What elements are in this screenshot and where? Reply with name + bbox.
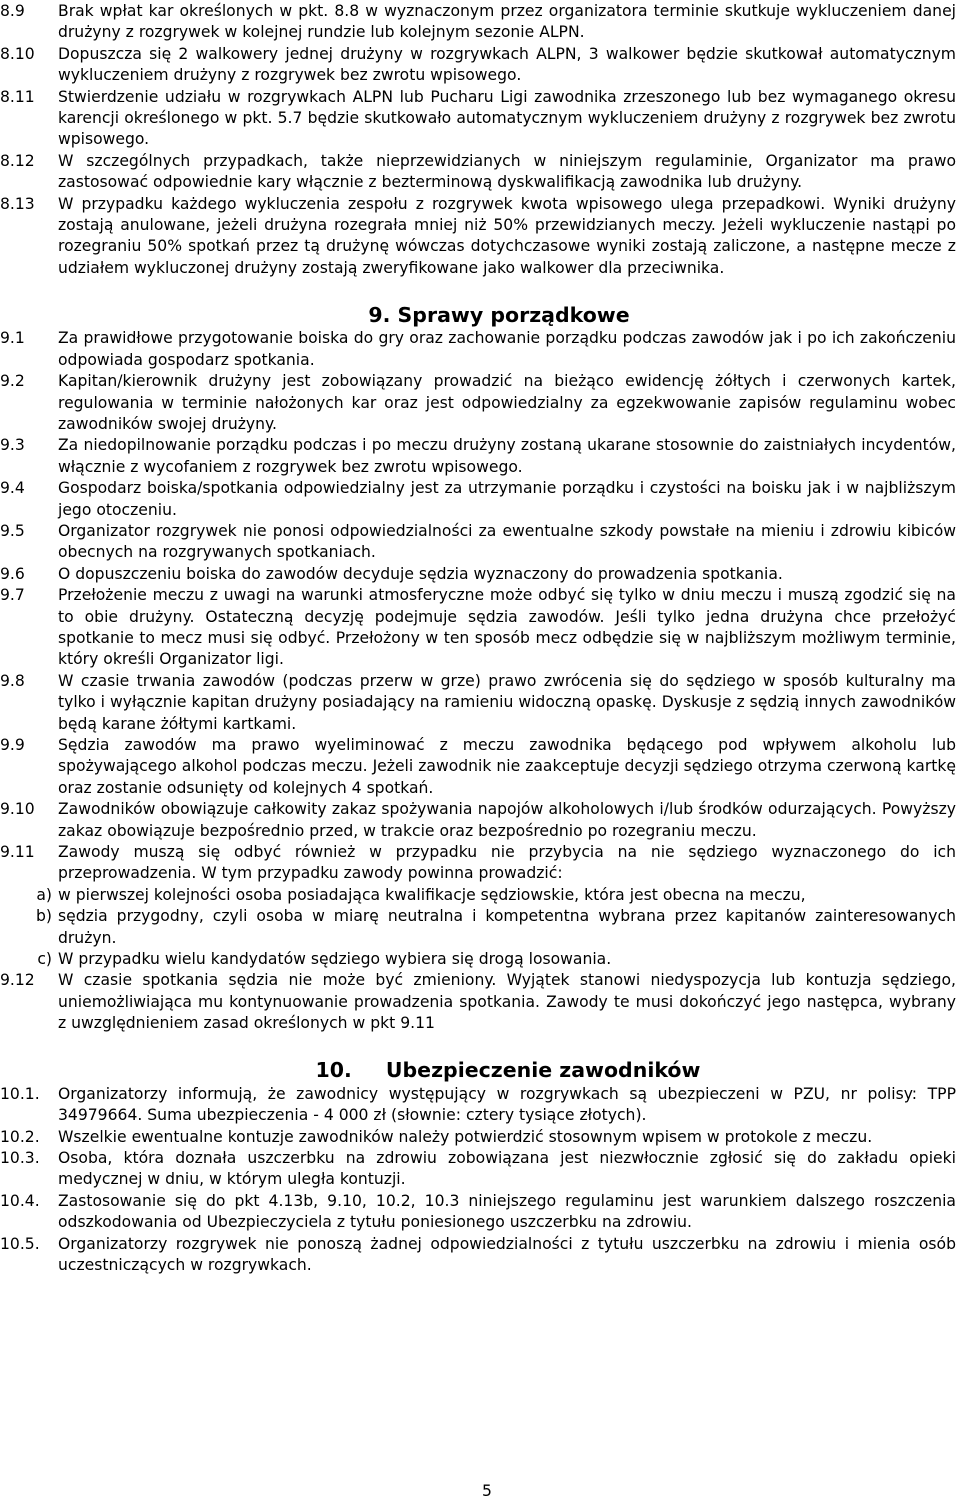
item-text: W czasie spotkania sędzia nie może być zmieniony. Wyjątek stanowi niedyspozycja lub kontuzja sędziego, uniemożliwiająca mu kontynuowanie prowadzenia spotkania. Zawody te musi dokończyć jego następca, wybrany z uwzględnieniem zasad określonych w pkt 9.11	[58, 971, 956, 1033]
item-text: Sędzia zawodów ma prawo wyeliminować z meczu zawodnika będącego pod wpływem alkoholu lub spożywającego alkohol podczas meczu. Jeżeli zawodnik nie zaakceptuje decyzji sędziego otrzyma czerwoną kartkę oraz zostanie odsunięty od kolejnych 4 spotkań.	[58, 736, 956, 797]
item-number: 9.7	[0, 586, 25, 605]
list-item	[0, 87, 958, 151]
list-item	[0, 585, 958, 671]
item-number: 8.10	[0, 44, 35, 63]
item-text: Przełożenie meczu z uwagi na warunki atmosferyczne może odbyć się tylko w dniu meczu i muszą zgodzić się na to obie drużyny. Ostateczną decyzję podejmuje sędzia zawodów. Jeśli tylko jedna drużyna chce przełożyć spotkanie to mecz musi się odbyć. Przełożony w ten sposób mecz odbędzie się w najbliższym możliwym terminie, który określi Organizator ligi.	[58, 586, 956, 669]
item-text: Organizatorzy informują, że zawodnicy występujący w rozgrywkach są ubezpieczeni w PZU, nr polisy: TPP 34979664. Suma ubezpieczenia - 4 000 zł (słownie: cztery tysiące złotych).	[58, 1084, 956, 1125]
section-10-heading-number: 10.	[315, 1057, 352, 1082]
item-text: Organizatorzy rozgrywek nie ponoszą żadnej odpowiedzialności z tytułu uszczerbku na zdrowiu i mienia osób uczestniczących w rozgrywkach.	[58, 1234, 956, 1274]
section-10-heading-text: Ubezpieczenie zawodników	[385, 1057, 701, 1082]
item-number: 9.8	[0, 671, 25, 690]
list-item	[0, 1, 958, 44]
item-number: 8.9	[0, 2, 25, 20]
list-item	[0, 44, 958, 87]
item-text: Zawodników obowiązuje całkowity zakaz spożywania napojów alkoholowych i/lub środków odurzających. Powyższy zakaz obowiązuje bezpośrednio przed, w trakcie oraz bezpośrednio po rozegraniu meczu.	[58, 800, 956, 840]
item-text: Zastosowanie się do pkt 4.13b, 9.10, 10.2, 10.3 niniejszego regulaminu jest warunkiem dalszego roszczenia odszkodowania od Ubezpieczyciela z tytułu poniesionego uszczerbku na zdrowiu.	[58, 1191, 956, 1232]
item-text: Za prawidłowe przygotowanie boiska do gry oraz zachowanie porządku podczas zawodów jak i po ich zakończeniu odpowiada gospodarz spotkania.	[58, 329, 956, 369]
list-item	[0, 564, 958, 585]
item-number: 8.11	[0, 87, 35, 106]
list-item	[0, 328, 958, 371]
list-item	[0, 1084, 958, 1127]
item-number: 10.2.	[0, 1127, 40, 1146]
item-number: 10.4.	[0, 1191, 40, 1210]
section-10-heading	[0, 1057, 958, 1083]
list-item	[0, 435, 958, 478]
list-item	[0, 151, 958, 194]
item-text: W szczególnych przypadkach, także nieprzewidzianych w niniejszym regulaminie, Organizator ma prawo zastosować odpowiednie kary włącznie z bezterminową dyskwalifikacją zawodnika lub drużyny.	[58, 151, 956, 192]
item-text: Kapitan/kierownik drużyny jest zobowiązany prowadzić na bieżąco ewidencję żółtych i czerwonych kartek, regulowania w terminie nałożonych kar oraz jest odpowiedzialny za egzekwowanie zapisów regulaminu wobec zawodników swojej drużyny.	[58, 372, 956, 433]
item-text: Stwierdzenie udziału w rozgrywkach ALPN lub Pucharu Ligi zawodnika zrzeszonego lub bez wymaganego okresu karencji określonego w pkt. 5.7 będzie skutkowało automatycznym wykluczeniem drużyny z rozgrywek bez zwrotu wpisowego.	[58, 87, 956, 149]
item-text: Gospodarz boiska/spotkania odpowiedzialny jest za utrzymanie porządku i czystości na boisku jak i w najbliższym jego otoczeniu.	[58, 479, 956, 519]
item-number: 10.3.	[0, 1148, 40, 1167]
item-number: 9.11	[0, 843, 35, 862]
list-item	[0, 194, 958, 280]
list-item	[0, 1234, 958, 1277]
page-number: 5	[482, 1481, 492, 1500]
list-item	[0, 478, 958, 521]
list-item	[0, 735, 958, 799]
item-text: W czasie trwania zawodów (podczas przerw w grze) prawo zwrócenia się do sędziego w sposób kulturalny ma tylko i wyłącznie kapitan drużyny posiadający na ramieniu widoczną opaskę. Dyskusje z sędzią innych zawodników będą karane żółtymi kartkami.	[58, 671, 956, 733]
item-number: 9.6	[0, 564, 25, 583]
list-item	[0, 970, 958, 1034]
item-text: Wszelkie ewentualne kontuzje zawodników należy potwierdzić stosownym wpisem w protokole z meczu.	[58, 1127, 873, 1146]
list-item	[0, 1191, 958, 1234]
list-item	[0, 521, 958, 564]
list-item	[0, 842, 958, 885]
sub-list-item	[0, 949, 958, 970]
sub-list-item	[0, 885, 958, 906]
item-number: 9.3	[0, 436, 25, 455]
list-item	[0, 1127, 958, 1148]
item-number: 9.5	[0, 521, 25, 540]
section-9-heading: 9. Sprawy porządkowe	[368, 303, 630, 328]
item-number: 10.1.	[0, 1084, 40, 1103]
item-text: W przypadku wielu kandydatów sędziego wybiera się drogą losowania.	[58, 950, 612, 969]
section-9-list	[0, 328, 958, 1034]
item-number: b)	[36, 907, 52, 926]
list-item	[0, 799, 958, 842]
item-text: sędzia przygodny, czyli osoba w miarę neutralna i kompetentna wybrana przez kapitanów zainteresowanych drużyn.	[58, 907, 956, 947]
item-number: 9.1	[0, 329, 25, 348]
item-number: 8.13	[0, 194, 35, 213]
item-text: W przypadku każdego wykluczenia zespołu z rozgrywek kwota wpisowego ulega przepadkowi. Wyniki drużyny zostają anulowane, jeżeli drużyna rozegrała mniej niż 50% przewidzianych meczy. Jeżeli wykluczenie nastąpi po rozegraniu 50% spotkań przez tą drużynę wówczas dotychczasowe wyniki zostają zaliczone, a następne mecze z udziałem wykluczonej drużyny zostają zweryfikowane jako walkower dla przeciwnika.	[58, 194, 956, 277]
item-number: 9.9	[0, 736, 25, 754]
item-number: 9.2	[0, 372, 25, 391]
item-text: Zawody muszą się odbyć również w przypadku nie przybycia na nie sędziego wyznaczonego do ich przeprowadzenia. W tym przypadku zawody powinna prowadzić:	[58, 843, 956, 883]
item-text: Za niedopilnowanie porządku podczas i po meczu drużyny zostaną ukarane stosownie do zaistniałych incydentów, włącznie z wycofaniem z rozgrywek bez zwrotu wpisowego.	[58, 436, 956, 476]
item-number: 9.4	[0, 479, 25, 498]
list-item	[0, 1148, 958, 1191]
item-text: Dopuszcza się 2 walkowery jednej drużyny w rozgrywkach ALPN, 3 walkower będzie skutkował automatycznym wykluczeniem drużyny z rozgrywek bez zwrotu wpisowego.	[58, 44, 956, 85]
item-number: 10.5.	[0, 1234, 40, 1253]
item-text: w pierwszej kolejności osoba posiadająca kwalifikacje sędziowskie, która jest obecna na meczu,	[58, 885, 806, 904]
list-item	[0, 671, 958, 735]
item-number: 9.10	[0, 800, 35, 819]
item-number: 8.12	[0, 151, 35, 170]
item-text: Osoba, która doznała uszczerbku na zdrowiu zobowiązana jest niezwłocznie zgłosić się do zakładu opieki medycznej w dniu, w którym uległa kontuzji.	[58, 1148, 956, 1189]
item-number: a)	[36, 885, 52, 904]
item-text: O dopuszczeniu boiska do zawodów decyduje sędzia wyznaczony do prowadzenia spotkania.	[58, 564, 783, 583]
sub-list-item	[0, 906, 958, 949]
item-number: c)	[37, 950, 52, 969]
list-item	[0, 371, 958, 435]
item-text: Organizator rozgrywek nie ponosi odpowiedzialności za ewentualne szkody powstałe na mieniu i zdrowiu kibiców obecnych na rozgrywanych spotkaniach.	[58, 521, 956, 562]
section-8-list	[0, 1, 958, 279]
item-number: 9.12	[0, 971, 35, 990]
item-text: Brak wpłat kar określonych w pkt. 8.8 w wyznaczonym przez organizatora terminie skutkuje wykluczeniem danej drużyny z rozgrywek w kolejnej rundzie lub kolejnym sezonie ALPN.	[58, 2, 956, 42]
section-10-list	[0, 1084, 958, 1277]
